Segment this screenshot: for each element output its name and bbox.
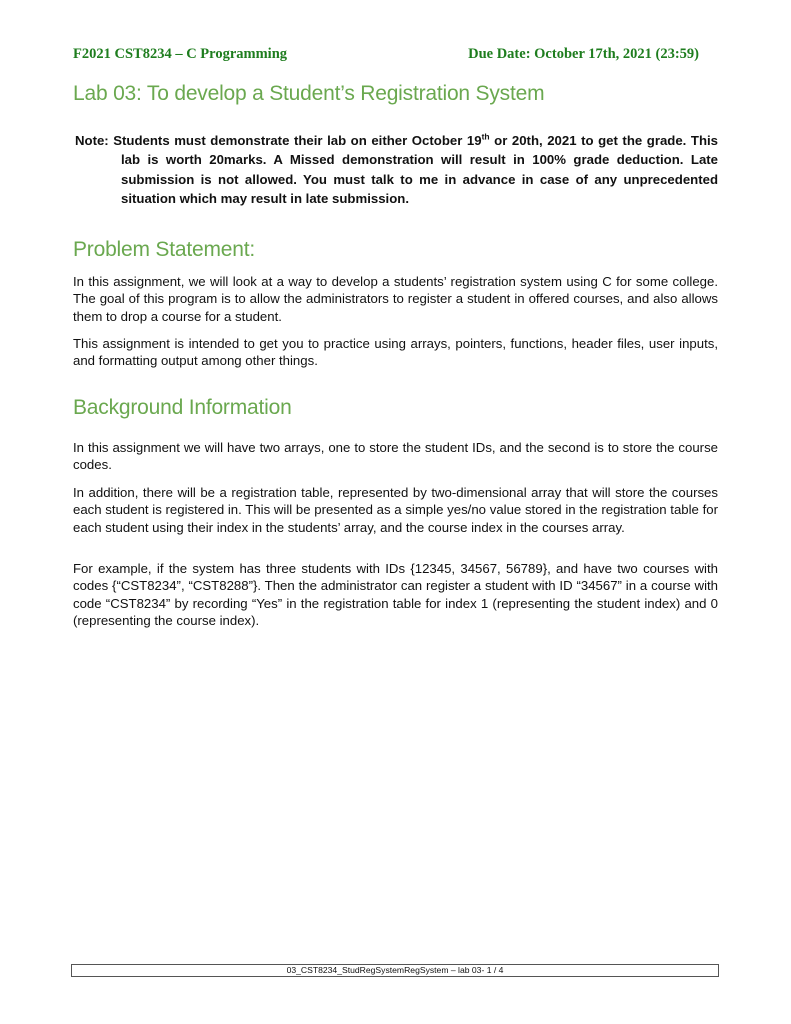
page-footer: 03_CST8234_StudRegSystemRegSystem – lab 03- 1 / 4 xyxy=(71,964,719,977)
page-header xyxy=(73,46,719,63)
note-text-start: Note: Students must demonstrate their lab on either October 19 xyxy=(75,133,482,148)
background-paragraph-1: In this assignment we will have two arrays, one to store the student IDs, and the second is to store the course codes. xyxy=(73,440,718,473)
due-date: Due Date: October 17th, 2021 (23:59) xyxy=(468,46,699,62)
note-text-end: or 20th, 2021 to get the grade. This lab is worth 20marks. A Missed demonstration will result in 100% grade deduction. Late submission is not allowed. You must talk to me in advance in case of any unprecedented situation which may result in late submission. xyxy=(121,133,718,206)
lab-title: Lab 03: To develop a Student’s Registration System xyxy=(73,82,545,105)
background-information-heading: Background Information xyxy=(73,396,292,419)
problem-paragraph-2: This assignment is intended to get you to practice using arrays, pointers, functions, header files, user inputs, and formatting output among other things. xyxy=(73,336,718,369)
note-paragraph xyxy=(75,131,718,208)
problem-paragraph-1: In this assignment, we will look at a way to develop a students’ registration system using C for some college. The goal of this program is to allow the administrators to register a student in offered courses, and also allows them to drop a course for a student. xyxy=(73,274,718,324)
course-name: F2021 CST8234 – C Programming xyxy=(73,46,288,62)
problem-statement-heading: Problem Statement: xyxy=(73,238,255,261)
note-superscript: th xyxy=(481,131,490,142)
background-paragraph-3: For example, if the system has three students with IDs {12345, 34567, 56789}, and have two courses with codes {“CST8234”, “CST8288”}. Then the administrator can register a student with ID “34567” in a course with code “CST8234” by recording “Yes” in the registration table for index 1 (representing the student index) and 0 (representing the course index). xyxy=(73,561,718,628)
background-paragraph-2: In addition, there will be a registration table, represented by two-dimensional array that will store the courses each student is registered in. This will be presented as a simple yes/no value stored in the registration table for each student using their index in the students’ array, and the course index in the courses array. xyxy=(73,485,718,535)
